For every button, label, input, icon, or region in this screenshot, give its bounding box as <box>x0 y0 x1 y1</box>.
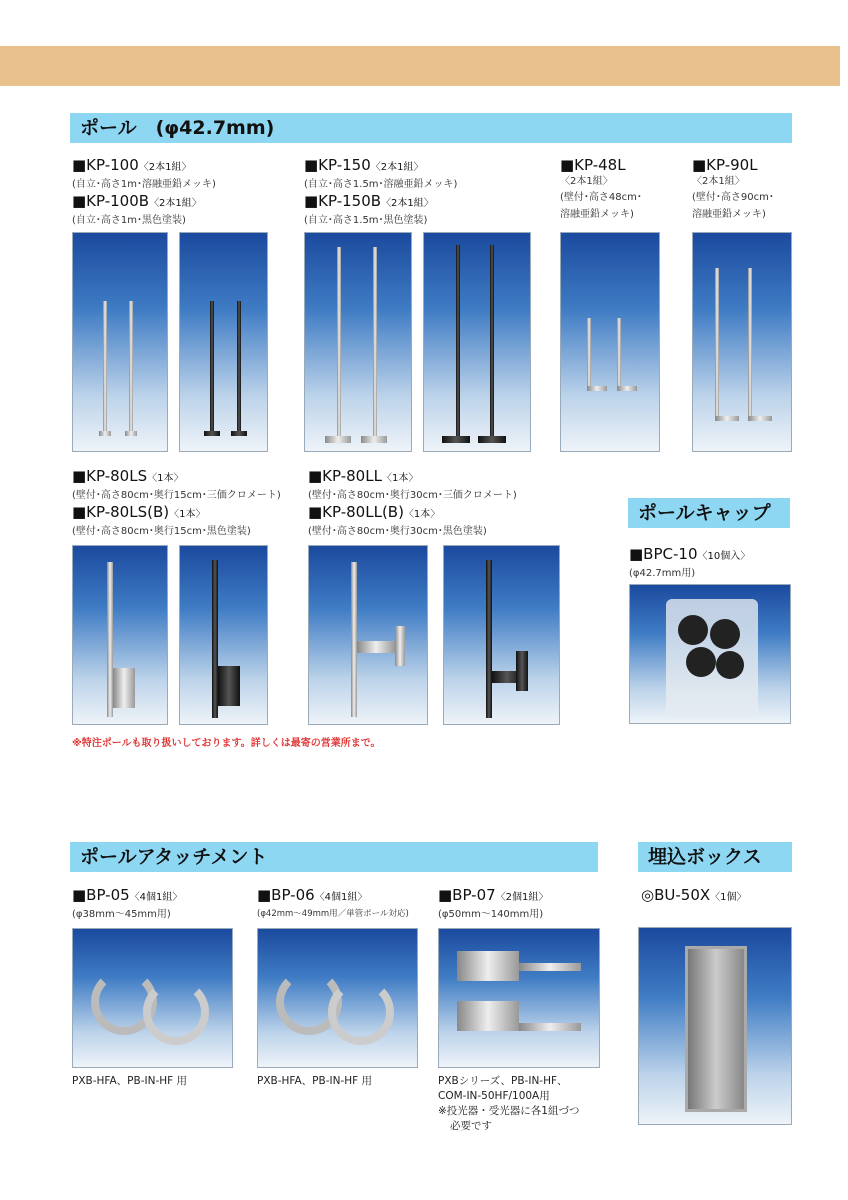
caption-line: PXBシリーズ、PB-IN-HF、 <box>438 1075 568 1087</box>
product-kp-150 <box>304 156 457 228</box>
desc: (壁付･高さ48cm･ <box>560 192 642 203</box>
photo-kp-80ll-b <box>443 545 560 725</box>
caption-note: ※投光器・受光器に各1組づつ <box>438 1105 580 1117</box>
model: ■KP-150 <box>304 156 371 174</box>
model: ■KP-80LL <box>308 467 382 485</box>
photo-bp-05 <box>72 928 233 1068</box>
model: ■KP-100B <box>72 192 150 210</box>
qty: 〈1本〉 <box>381 473 419 484</box>
header-band <box>0 46 840 86</box>
qty: 〈2本1組〉 <box>138 162 192 173</box>
product-bu-50x <box>641 886 747 907</box>
section-heading-attachment: ポールアタッチメント <box>70 842 598 872</box>
photo-kp-90l <box>692 232 792 452</box>
caption-bp-06: PXB-HFA、PB-IN-HF 用 <box>257 1075 373 1087</box>
desc: (φ42.7mm用) <box>629 568 696 579</box>
qty: 〈2本1組〉 <box>370 162 424 173</box>
qty: 〈2個1組〉 <box>495 892 549 903</box>
custom-pole-note: ※特注ポールも取り扱いしております。詳しくは最寄の営業所まで。 <box>72 738 381 749</box>
section-heading-poles: ポール (φ42.7mm) <box>70 113 792 143</box>
photo-bu-50x <box>638 927 792 1125</box>
desc: (φ38mm～45mm用) <box>72 909 171 920</box>
qty: 〈1本〉 <box>169 509 206 520</box>
model: ■KP-100 <box>72 156 139 174</box>
desc: 溶融亜鉛メッキ) <box>560 209 634 220</box>
model: ■KP-80LS <box>72 467 148 485</box>
desc: 溶融亜鉛メッキ) <box>692 209 766 220</box>
section-heading-pole-cap: ポールキャップ <box>628 498 790 528</box>
desc: (φ50mm～140mm用) <box>438 909 544 920</box>
model: ■BP-06 <box>257 886 315 904</box>
product-kp-90l <box>692 156 774 223</box>
desc: (自立･高さ1.5m･黒色塗装) <box>304 215 428 226</box>
model: ■BP-05 <box>72 886 130 904</box>
desc: (壁付･高さ80cm･奥行15cm･黒色塗装) <box>72 526 251 537</box>
caption-note: 必要です <box>450 1120 492 1132</box>
qty: 〈1本〉 <box>403 509 441 520</box>
model: ■KP-90L <box>692 156 758 174</box>
desc: (自立･高さ1m･溶融亜鉛メッキ) <box>72 179 216 190</box>
qty: 〈2本1組〉 <box>692 176 745 187</box>
product-bp-05 <box>72 886 182 922</box>
photo-kp-100 <box>72 232 168 452</box>
desc: (自立･高さ1.5m･溶融亜鉛メッキ) <box>304 179 458 190</box>
product-kp-80ls <box>72 467 281 539</box>
section-heading-box: 埋込ボックス <box>638 842 792 872</box>
photo-kp-100b <box>179 232 268 452</box>
caption-line: COM-IN-50HF/100A用 <box>438 1090 550 1102</box>
product-kp-80ll <box>308 467 517 539</box>
product-bp-07 <box>438 886 548 922</box>
photo-kp-80ll <box>308 545 428 725</box>
product-kp-100 <box>72 156 216 228</box>
desc: (φ42mm～49mm用／単管ポール対応) <box>257 909 409 919</box>
qty: 〈1本〉 <box>147 473 184 484</box>
model: ◎BU-50X <box>641 886 711 904</box>
model: ■KP-150B <box>304 192 382 210</box>
photo-bp-06 <box>257 928 418 1068</box>
photo-kp-48l <box>560 232 660 452</box>
product-bpc-10 <box>629 545 750 581</box>
model: ■KP-48L <box>560 156 626 174</box>
model: ■BPC-10 <box>629 545 698 563</box>
desc: (壁付･高さ90cm･ <box>692 192 774 203</box>
product-bp-06 <box>257 886 409 922</box>
desc: (自立･高さ1m･黒色塗装) <box>72 215 186 226</box>
photo-kp-80ls-b <box>179 545 268 725</box>
qty: 〈10個入〉 <box>697 551 751 562</box>
qty: 〈1個〉 <box>710 892 747 903</box>
model: ■KP-80LS(B) <box>72 503 170 521</box>
photo-bpc-10 <box>629 584 791 724</box>
desc: (壁付･高さ80cm･奥行30cm･三価クロメート) <box>308 490 517 501</box>
caption-bp-05: PXB-HFA、PB-IN-HF 用 <box>72 1075 188 1087</box>
qty: 〈2本1組〉 <box>381 198 434 209</box>
desc: (壁付･高さ80cm･奥行15cm･三価クロメート) <box>72 490 281 501</box>
photo-kp-150b <box>423 232 531 452</box>
qty: 〈2本1組〉 <box>560 176 613 187</box>
qty: 〈4個1組〉 <box>129 892 183 903</box>
photo-kp-150 <box>304 232 412 452</box>
qty: 〈2本1組〉 <box>149 198 202 209</box>
model: ■KP-80LL(B) <box>308 503 404 521</box>
desc: (壁付･高さ80cm･奥行30cm･黒色塗装) <box>308 526 487 537</box>
product-kp-48l <box>560 156 642 223</box>
model: ■BP-07 <box>438 886 496 904</box>
photo-kp-80ls <box>72 545 168 725</box>
photo-bp-07 <box>438 928 600 1068</box>
qty: 〈4個1組〉 <box>314 892 368 903</box>
caption-bp-07 <box>438 1074 579 1134</box>
